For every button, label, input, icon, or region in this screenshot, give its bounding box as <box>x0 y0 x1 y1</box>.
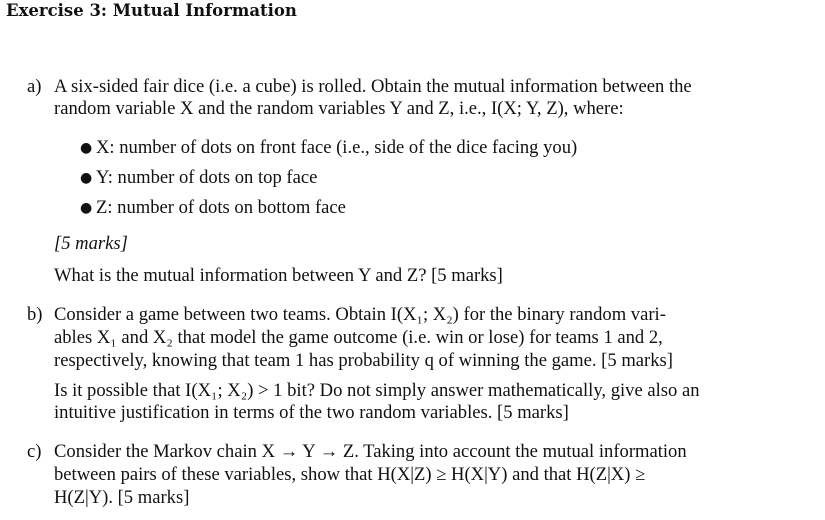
part-b-line-1: Consider a game between two teams. Obtain I(X₁; X₂) for the binary random vari- <box>54 304 666 325</box>
part-b-line-4: Is it possible that I(X₁; X₂) > 1 bit? Do not simply answer mathematically, give also an <box>54 380 700 401</box>
bullet-text: Y: number of dots on top face <box>96 167 318 188</box>
bullet-icon: ● <box>80 170 93 186</box>
bullet-item-x <box>0 137 825 159</box>
part-c-line-1: Consider the Markov chain X → Y → Z. Taking into account the mutual information <box>54 441 687 462</box>
bullet-icon: ● <box>80 140 93 156</box>
bullet-icon: ● <box>80 200 93 216</box>
part-b-line-3: respectively, knowing that team 1 has probability q of winning the game. [5 marks] <box>54 350 673 371</box>
bullet-item-z <box>0 197 825 219</box>
part-c-line-3: H(Z|Y). [5 marks] <box>54 487 190 508</box>
part-a-line-2: random variable X and the random variables Y and Z, i.e., I(X; Y, Z), where: <box>54 98 624 119</box>
exercise-title: Exercise 3: Mutual Information <box>6 1 297 20</box>
part-a-label: a) <box>27 76 42 97</box>
part-b-line-2: ables X₁ and X₂ that model the game outcome (i.e. win or lose) for teams 1 and 2, <box>54 327 663 348</box>
bullet-text: X: number of dots on front face (i.e., side of the dice facing you) <box>96 137 578 158</box>
part-c-label: c) <box>27 441 42 462</box>
bullet-item-y <box>0 167 825 189</box>
part-a-marks: [5 marks] <box>54 233 128 254</box>
part-b-line-5: intuitive justification in terms of the two random variables. [5 marks] <box>54 402 569 423</box>
part-a-question-2: What is the mutual information between Y and Z? [5 marks] <box>54 265 503 286</box>
bullet-text: Z: number of dots on bottom face <box>96 197 346 218</box>
part-c-line-2: between pairs of these variables, show that H(X|Z) ≥ H(X|Y) and that H(Z|X) ≥ <box>54 464 646 485</box>
part-b-label: b) <box>27 304 43 325</box>
part-a-line-1: A six-sided fair dice (i.e. a cube) is rolled. Obtain the mutual information between the <box>54 76 692 97</box>
